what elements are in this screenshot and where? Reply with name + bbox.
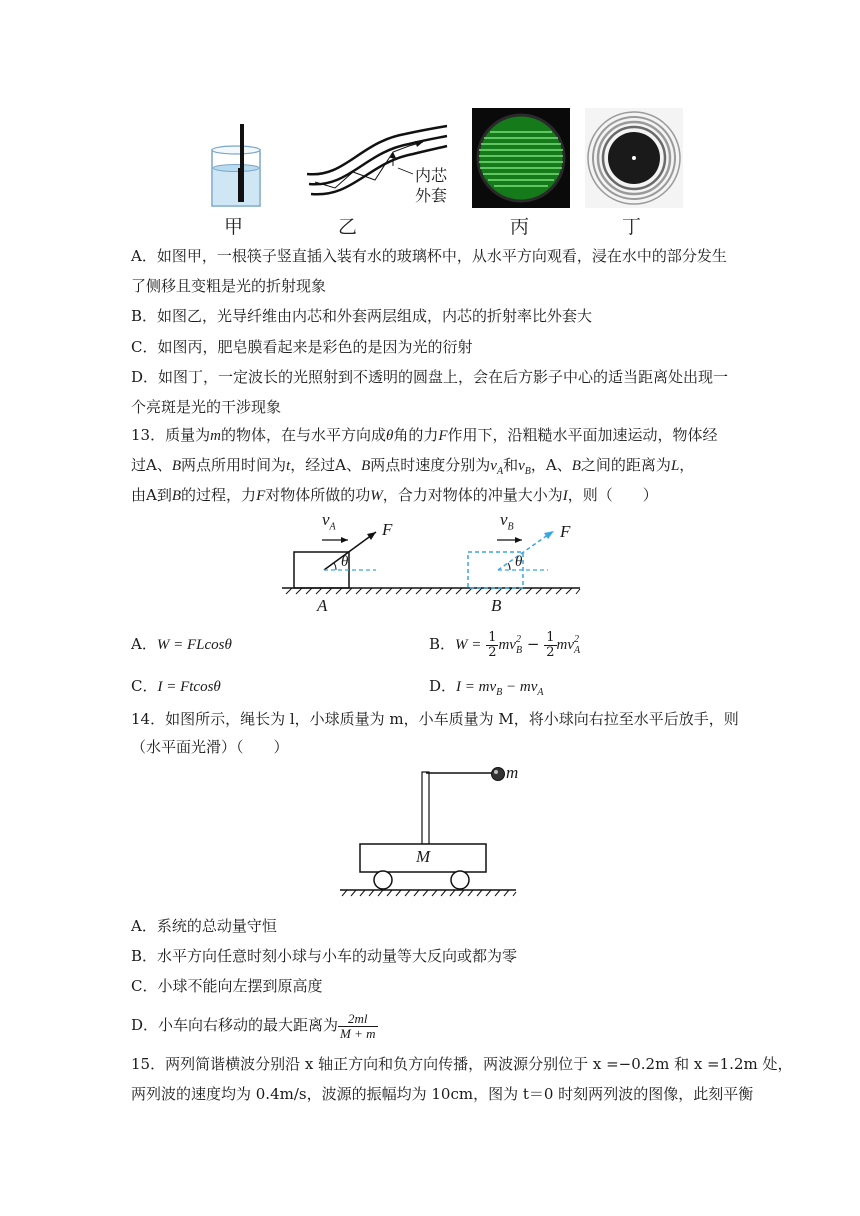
fraction-max-distance: $\frac{2ml}{M + m}$ bbox=[340, 1010, 376, 1041]
var-w: W bbox=[370, 488, 383, 504]
var-f: F bbox=[438, 428, 448, 444]
angle-label-a: θ bbox=[341, 554, 349, 570]
text: 、 bbox=[156, 456, 172, 474]
caption-bing: 丙 bbox=[510, 216, 530, 238]
formula: I = mv bbox=[456, 679, 497, 695]
point-b: B bbox=[171, 458, 182, 474]
option-text: D．小车向右移动的最大距离为 bbox=[131, 1016, 339, 1034]
point-a-label: A bbox=[317, 596, 328, 615]
subscript: B bbox=[507, 521, 514, 533]
superscript: 2 bbox=[515, 634, 521, 645]
q13-option-c bbox=[131, 675, 221, 698]
text: 角的力 bbox=[393, 426, 439, 444]
var-va: v bbox=[490, 458, 497, 474]
text: 到 bbox=[156, 486, 172, 504]
point-b: B bbox=[171, 488, 182, 504]
q13-option-a bbox=[131, 633, 232, 656]
figure-q14 bbox=[336, 760, 526, 900]
subscript: B bbox=[524, 466, 531, 477]
point-a: A bbox=[146, 486, 157, 504]
text: 的物体，在与水平方向成 bbox=[220, 426, 386, 444]
q14-option-d bbox=[131, 1005, 378, 1045]
q12-option-a-line2: 了侧移且变粗是光的折射现象 bbox=[131, 277, 327, 295]
option-label: A． bbox=[131, 635, 157, 653]
text: 作用下，沿粗糙水平面加速运动，物体经 bbox=[447, 426, 718, 444]
var-vb: v bbox=[518, 458, 525, 474]
var-l: L bbox=[670, 458, 680, 474]
poisson-spot-figure bbox=[585, 108, 683, 208]
subscript: A bbox=[496, 466, 504, 477]
q14-stem-line1: 14．如图所示，绳长为 l，小球质量为 m，小车质量为 M，将小球向右拉至水平后放手，则 bbox=[131, 710, 739, 728]
q14-option-b: B．水平方向任意时刻小球与小车的动量等大反向或都为零 bbox=[131, 947, 518, 965]
q13-stem-line3 bbox=[131, 484, 658, 507]
point-b: B bbox=[361, 458, 371, 474]
text: ，则（ ） bbox=[567, 486, 658, 504]
text: 两点所用时间为 bbox=[181, 456, 287, 474]
text: 过 bbox=[131, 456, 147, 474]
formula: − mv bbox=[502, 679, 538, 695]
soap-film-figure bbox=[472, 108, 570, 208]
figure-q12 bbox=[200, 120, 700, 240]
q13-stem-line1 bbox=[131, 424, 718, 447]
glass-chopstick-figure bbox=[208, 122, 268, 212]
point-a: A bbox=[545, 456, 557, 474]
q12-option-d-line1: D．如图丁，一定波长的光照射到不透明的圆盘上，会在后方影子中心的适当距离处出现一 bbox=[131, 368, 729, 386]
text: 对物体所做的功 bbox=[265, 486, 371, 504]
formula: I = Ftcosθ bbox=[157, 679, 221, 695]
text: 质量为 bbox=[165, 426, 211, 444]
q12-option-c: C．如图丙，肥皂膜看起来是彩色的是因为光的衍射 bbox=[131, 338, 473, 356]
core-label: 内芯 bbox=[415, 166, 448, 185]
option-label: D． bbox=[429, 677, 457, 695]
ball-mass-label: m bbox=[506, 763, 519, 782]
subscript: B bbox=[515, 645, 523, 656]
superscript: 2 bbox=[574, 634, 579, 645]
q13-option-b bbox=[429, 626, 580, 662]
option-label: C． bbox=[131, 677, 158, 695]
text: 的过程，力 bbox=[181, 486, 257, 504]
text: 由 bbox=[131, 486, 147, 504]
q13-stem-line2 bbox=[131, 454, 694, 483]
text: 、 bbox=[346, 456, 362, 474]
subscript: A bbox=[574, 645, 581, 656]
text: 和 bbox=[503, 456, 519, 474]
cart-mass-label: M bbox=[416, 847, 431, 866]
formula: mv bbox=[556, 637, 574, 653]
text: ，经过 bbox=[290, 456, 336, 474]
caption-yi: 乙 bbox=[338, 216, 358, 238]
var-t: t bbox=[286, 458, 291, 474]
var-m: m bbox=[210, 428, 221, 444]
text: 之间的距离为 bbox=[580, 456, 671, 474]
q15-stem-line1: 15．两列简谐横波分别沿 x 轴正方向和负方向传播，两波源分别位于 x =−0.2m 和 x =1.2m 处， bbox=[131, 1055, 793, 1073]
text: 、 bbox=[556, 456, 572, 474]
var-theta: θ bbox=[385, 428, 394, 444]
velocity-b-label: v bbox=[500, 510, 508, 529]
text: 两点时速度分别为 bbox=[370, 456, 491, 474]
q13-option-d bbox=[429, 675, 543, 704]
q12-option-b: B．如图乙，光导纤维由内芯和外套两层组成，内芯的折射率比外套大 bbox=[131, 307, 593, 325]
caption-jia: 甲 bbox=[224, 216, 244, 238]
point-a: A bbox=[146, 456, 157, 474]
point-a: A bbox=[335, 456, 347, 474]
q12-option-d-line2: 个亮斑是光的干涉现象 bbox=[131, 398, 282, 416]
formula: mv bbox=[498, 637, 516, 653]
minus: − bbox=[526, 635, 540, 653]
fraction-half: $\frac{1}{2}$ bbox=[546, 629, 555, 660]
option-label: B． bbox=[429, 635, 456, 653]
subscript: A bbox=[329, 521, 336, 533]
q14-option-c: C．小球不能向左摆到原高度 bbox=[131, 977, 323, 995]
q14-option-a: A．系统的总动量守恒 bbox=[131, 917, 277, 935]
cladding-label: 外套 bbox=[415, 186, 448, 205]
force-label-b: F bbox=[560, 522, 571, 541]
subscript: A bbox=[537, 687, 544, 698]
q14-stem-line2: （水平面光滑）（ ） bbox=[131, 738, 289, 756]
point-b: B bbox=[571, 458, 581, 474]
question-number: 13． bbox=[131, 426, 166, 444]
text: ， bbox=[679, 456, 695, 474]
velocity-a-label: v bbox=[322, 510, 330, 529]
force-label-a: F bbox=[382, 520, 393, 539]
angle-label-b: θ bbox=[515, 554, 523, 570]
q12-option-a-line1: A．如图甲，一根筷子竖直插入装有水的玻璃杯中，从水平方向观看，浸在水中的部分发生 bbox=[131, 247, 727, 265]
text: ，合力对物体的冲量大小为 bbox=[382, 486, 563, 504]
figure-q13 bbox=[282, 508, 582, 616]
caption-ding: 丁 bbox=[622, 216, 642, 238]
subscript: B bbox=[496, 687, 503, 698]
cart-pendulum-diagram bbox=[336, 760, 526, 900]
point-b-label: B bbox=[491, 596, 502, 615]
text: ， bbox=[530, 456, 546, 474]
q15-stem-line2: 两列波的速度均为 0.4m/s，波源的振幅均为 10cm，图为 t＝0 时刻两列波的图像，此刻平衡 bbox=[131, 1085, 754, 1103]
var-i: I bbox=[562, 488, 568, 504]
formula: W = bbox=[455, 637, 482, 653]
fraction-half: $\frac{1}{2}$ bbox=[488, 629, 497, 660]
var-f: F bbox=[256, 488, 266, 504]
formula: W = FLcosθ bbox=[156, 637, 232, 653]
